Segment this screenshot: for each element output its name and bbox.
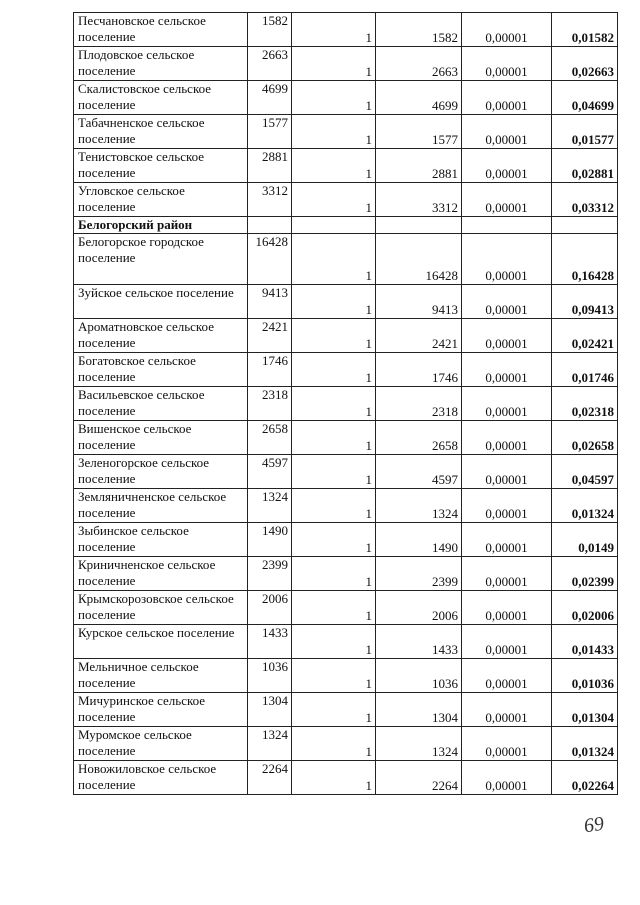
- population-cell: 2658: [248, 421, 292, 455]
- settlement-name: Курское сельское поселение: [74, 625, 248, 659]
- population-cell: 1490: [248, 523, 292, 557]
- value-cell: 2264: [376, 761, 462, 795]
- population-cell: 1577: [248, 115, 292, 149]
- value-cell: 2658: [376, 421, 462, 455]
- settlement-name: Крымскорозовское сельское поселение: [74, 591, 248, 625]
- result-cell: 0,09413: [552, 285, 618, 319]
- multiplier-cell: 1: [292, 489, 376, 523]
- population-cell: 2663: [248, 47, 292, 81]
- result-cell: 0,01324: [552, 489, 618, 523]
- population-cell: 2318: [248, 387, 292, 421]
- population-cell: 2006: [248, 591, 292, 625]
- settlements-table: [73, 12, 618, 795]
- value-cell: 2006: [376, 591, 462, 625]
- population-cell: 1324: [248, 727, 292, 761]
- settlement-name: Белогорское городское поселение: [74, 234, 248, 285]
- coefficient-cell: 0,00001: [462, 659, 552, 693]
- settlement-name: Мичуринское сельское поселение: [74, 693, 248, 727]
- result-cell: 0,03312: [552, 183, 618, 217]
- result-cell: 0,01036: [552, 659, 618, 693]
- population-cell: 2399: [248, 557, 292, 591]
- coefficient-cell: 0,00001: [462, 319, 552, 353]
- multiplier-cell: 1: [292, 693, 376, 727]
- population-cell: 1582: [248, 13, 292, 47]
- value-cell: 2881: [376, 149, 462, 183]
- result-cell: 0,02006: [552, 591, 618, 625]
- coefficient-cell: 0,00001: [462, 285, 552, 319]
- multiplier-cell: 1: [292, 285, 376, 319]
- multiplier-cell: 1: [292, 387, 376, 421]
- table-row: [74, 149, 618, 183]
- empty-cell: [552, 217, 618, 234]
- coefficient-cell: 0,00001: [462, 727, 552, 761]
- result-cell: 0,16428: [552, 234, 618, 285]
- settlement-name: Мельничное сельское поселение: [74, 659, 248, 693]
- multiplier-cell: 1: [292, 659, 376, 693]
- table-row: [74, 81, 618, 115]
- table-row: [74, 13, 618, 47]
- table-row: [74, 489, 618, 523]
- result-cell: 0,02421: [552, 319, 618, 353]
- multiplier-cell: 1: [292, 523, 376, 557]
- settlement-name: Криничненское сельское поселение: [74, 557, 248, 591]
- result-cell: 0,01433: [552, 625, 618, 659]
- table-row: [74, 319, 618, 353]
- settlement-name: Зеленогорское сельское поселение: [74, 455, 248, 489]
- multiplier-cell: 1: [292, 183, 376, 217]
- coefficient-cell: 0,00001: [462, 421, 552, 455]
- table-row: [74, 47, 618, 81]
- value-cell: 1324: [376, 727, 462, 761]
- coefficient-cell: 0,00001: [462, 47, 552, 81]
- multiplier-cell: 1: [292, 455, 376, 489]
- settlement-name: Табачненское сельское поселение: [74, 115, 248, 149]
- population-cell: 1304: [248, 693, 292, 727]
- value-cell: 16428: [376, 234, 462, 285]
- multiplier-cell: 1: [292, 115, 376, 149]
- section-header-row: [74, 217, 618, 234]
- section-title: Белогорский район: [74, 217, 248, 234]
- value-cell: 4597: [376, 455, 462, 489]
- table-row: [74, 183, 618, 217]
- result-cell: 0,02658: [552, 421, 618, 455]
- population-cell: 9413: [248, 285, 292, 319]
- table-row: [74, 727, 618, 761]
- settlement-name: Ароматновское сельское поселение: [74, 319, 248, 353]
- settlement-name: Угловское сельское поселение: [74, 183, 248, 217]
- result-cell: 0,0149: [552, 523, 618, 557]
- table-row: [74, 659, 618, 693]
- table-row: [74, 591, 618, 625]
- population-cell: 1036: [248, 659, 292, 693]
- value-cell: 1746: [376, 353, 462, 387]
- coefficient-cell: 0,00001: [462, 149, 552, 183]
- table-row: [74, 285, 618, 319]
- coefficient-cell: 0,00001: [462, 13, 552, 47]
- coefficient-cell: 0,00001: [462, 625, 552, 659]
- value-cell: 1304: [376, 693, 462, 727]
- coefficient-cell: 0,00001: [462, 523, 552, 557]
- result-cell: 0,02881: [552, 149, 618, 183]
- result-cell: 0,01577: [552, 115, 618, 149]
- population-cell: 4597: [248, 455, 292, 489]
- multiplier-cell: 1: [292, 421, 376, 455]
- value-cell: 1433: [376, 625, 462, 659]
- value-cell: 1036: [376, 659, 462, 693]
- population-cell: 1324: [248, 489, 292, 523]
- result-cell: 0,02318: [552, 387, 618, 421]
- page-number: 69: [582, 812, 606, 838]
- multiplier-cell: 1: [292, 727, 376, 761]
- table-row: [74, 234, 618, 285]
- table-row: [74, 523, 618, 557]
- multiplier-cell: 1: [292, 625, 376, 659]
- result-cell: 0,01746: [552, 353, 618, 387]
- settlement-name: Земляничненское сельское поселение: [74, 489, 248, 523]
- result-cell: 0,02399: [552, 557, 618, 591]
- table-row: [74, 115, 618, 149]
- coefficient-cell: 0,00001: [462, 387, 552, 421]
- settlement-name: Вишенское сельское поселение: [74, 421, 248, 455]
- multiplier-cell: 1: [292, 47, 376, 81]
- multiplier-cell: 1: [292, 761, 376, 795]
- multiplier-cell: 1: [292, 234, 376, 285]
- coefficient-cell: 0,00001: [462, 115, 552, 149]
- value-cell: 2399: [376, 557, 462, 591]
- result-cell: 0,01582: [552, 13, 618, 47]
- value-cell: 1490: [376, 523, 462, 557]
- population-cell: 2264: [248, 761, 292, 795]
- empty-cell: [292, 217, 376, 234]
- value-cell: 3312: [376, 183, 462, 217]
- population-cell: 4699: [248, 81, 292, 115]
- value-cell: 1582: [376, 13, 462, 47]
- multiplier-cell: 1: [292, 149, 376, 183]
- multiplier-cell: 1: [292, 13, 376, 47]
- table-row: [74, 387, 618, 421]
- coefficient-cell: 0,00001: [462, 591, 552, 625]
- result-cell: 0,04597: [552, 455, 618, 489]
- settlement-name: Зыбинское сельское поселение: [74, 523, 248, 557]
- settlement-name: Тенистовское сельское поселение: [74, 149, 248, 183]
- population-cell: 2421: [248, 319, 292, 353]
- settlement-name: Песчановское сельское поселение: [74, 13, 248, 47]
- settlement-name: Богатовское сельское поселение: [74, 353, 248, 387]
- coefficient-cell: 0,00001: [462, 183, 552, 217]
- coefficient-cell: 0,00001: [462, 234, 552, 285]
- empty-cell: [376, 217, 462, 234]
- empty-cell: [248, 217, 292, 234]
- table-row: [74, 761, 618, 795]
- coefficient-cell: 0,00001: [462, 455, 552, 489]
- value-cell: 2421: [376, 319, 462, 353]
- coefficient-cell: 0,00001: [462, 489, 552, 523]
- table-row: [74, 693, 618, 727]
- population-cell: 3312: [248, 183, 292, 217]
- result-cell: 0,01304: [552, 693, 618, 727]
- coefficient-cell: 0,00001: [462, 557, 552, 591]
- multiplier-cell: 1: [292, 81, 376, 115]
- population-cell: 16428: [248, 234, 292, 285]
- multiplier-cell: 1: [292, 591, 376, 625]
- result-cell: 0,02264: [552, 761, 618, 795]
- coefficient-cell: 0,00001: [462, 693, 552, 727]
- result-cell: 0,02663: [552, 47, 618, 81]
- result-cell: 0,04699: [552, 81, 618, 115]
- multiplier-cell: 1: [292, 319, 376, 353]
- value-cell: 2318: [376, 387, 462, 421]
- settlement-name: Зуйское сельское поселение: [74, 285, 248, 319]
- coefficient-cell: 0,00001: [462, 761, 552, 795]
- settlement-name: Плодовское сельское поселение: [74, 47, 248, 81]
- table-row: [74, 557, 618, 591]
- table-row: [74, 421, 618, 455]
- value-cell: 1577: [376, 115, 462, 149]
- settlement-name: Муромское сельское поселение: [74, 727, 248, 761]
- multiplier-cell: 1: [292, 557, 376, 591]
- result-cell: 0,01324: [552, 727, 618, 761]
- coefficient-cell: 0,00001: [462, 353, 552, 387]
- population-cell: 2881: [248, 149, 292, 183]
- value-cell: 4699: [376, 81, 462, 115]
- population-cell: 1746: [248, 353, 292, 387]
- value-cell: 2663: [376, 47, 462, 81]
- table-body: [74, 13, 618, 795]
- population-cell: 1433: [248, 625, 292, 659]
- coefficient-cell: 0,00001: [462, 81, 552, 115]
- table-row: [74, 455, 618, 489]
- value-cell: 1324: [376, 489, 462, 523]
- multiplier-cell: 1: [292, 353, 376, 387]
- value-cell: 9413: [376, 285, 462, 319]
- table-row: [74, 625, 618, 659]
- settlement-name: Новожиловское сельское поселение: [74, 761, 248, 795]
- table-row: [74, 353, 618, 387]
- settlement-name: Скалистовское сельское поселение: [74, 81, 248, 115]
- settlement-name: Васильевское сельское поселение: [74, 387, 248, 421]
- empty-cell: [462, 217, 552, 234]
